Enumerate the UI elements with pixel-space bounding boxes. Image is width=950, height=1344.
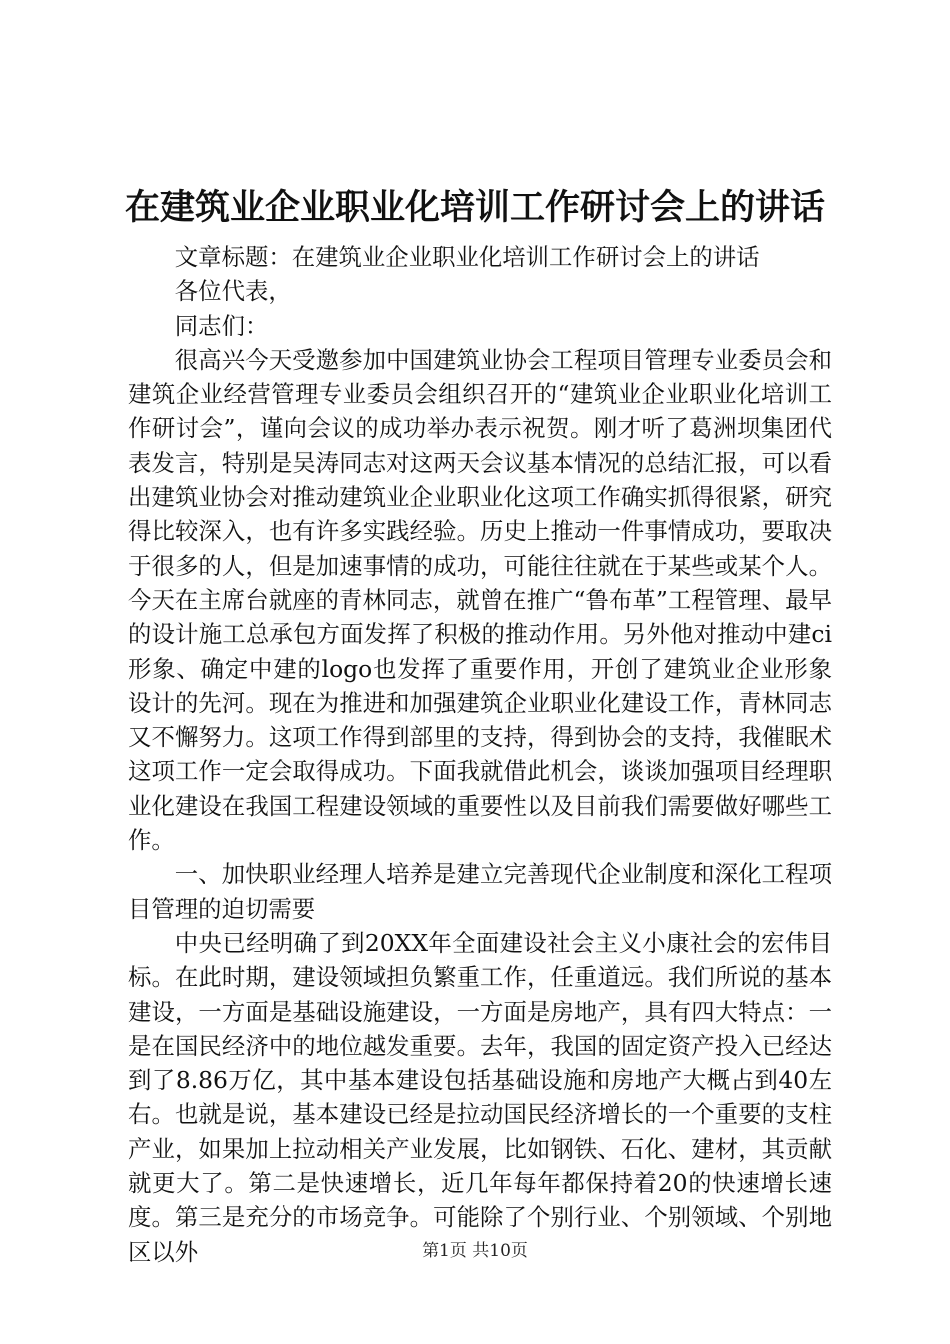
paragraph-salutation-delegates: 各位代表， xyxy=(174,277,292,306)
page-number-footer: 第1页 共10页 xyxy=(422,1241,528,1261)
document-body xyxy=(128,206,832,1269)
paragraph-article-title: 文章标题：在建筑业企业职业化培训工作研讨会上的讲话 xyxy=(174,243,760,271)
page-title: 在建筑业企业职业化培训工作研讨会上的讲话 xyxy=(124,188,825,228)
section-heading-1: 一、加快职业经理人培养是建立完善现代企业制度和深化工程项目管理的迫切需要 xyxy=(128,860,832,923)
paragraph-section-1: 中央已经明确了到20XX年全面建设社会主义小康社会的宏伟目标。在此时期，建设领域担负繁重工作，任重道远。我们所说的基本建设，一方面是基础设施建设，一方面是房地产，具有四大特点：一是在国民经济中的地位越发重要。去年，我国的固定资产投入已经达到了8.86万亿，其中基本建设包括基础设施和房地产大概占到40左右。也就是说，基本建设已经是拉动国民经济增长的一个重要的支柱产业，如果加上拉动相关产业发展，比如钢铁、石化、建材，其贡献就更大了。第二是快速增长，近几年每年都保持着20的快速增长速度。第三是充分的市场竞争。可能除了个别行业、个别领域、个别地区以外 xyxy=(128,928,832,1266)
paragraph-salutation-comrades: 同志们： xyxy=(174,311,269,340)
paragraph-opening: 很高兴今天受邀参加中国建筑业协会工程项目管理专业委员会和建筑企业经营管理专业委员会组织召开的“建筑业企业职业化培训工作研讨会”，谨向会议的成功举办表示祝贺。刚才听了葛洲坝集团代表发言，特别是吴涛同志对这两天会议基本情况的总结汇报，可以看出建筑业协会对推动建筑业企业职业化这项工作确实抓得很紧，研究得比较深入，也有许多实践经验。历史上推动一件事情成功，要取决于很多的人，但是加速事情的成功，可能往往就在于某些或某个人。今天在主席台就座的青林同志，就曾在推广“鲁布革”工程管理、最早的设计施工总承包方面发挥了积极的推动作用。另外他对推动中建ci形象、确定中建的logo也发挥了重要作用，开创了建筑业企业形象设计的先河。现在为推进和加强建筑企业职业化建设工作，青林同志又不懈努力。这项工作得到部里的支持，得到协会的支持，我催眠术这项工作一定会取得成功。下面我就借此机会，谈谈加强项目经理职业化建设在我国工程建设领域的重要性以及目前我们需要做好哪些工作。 xyxy=(128,345,832,855)
